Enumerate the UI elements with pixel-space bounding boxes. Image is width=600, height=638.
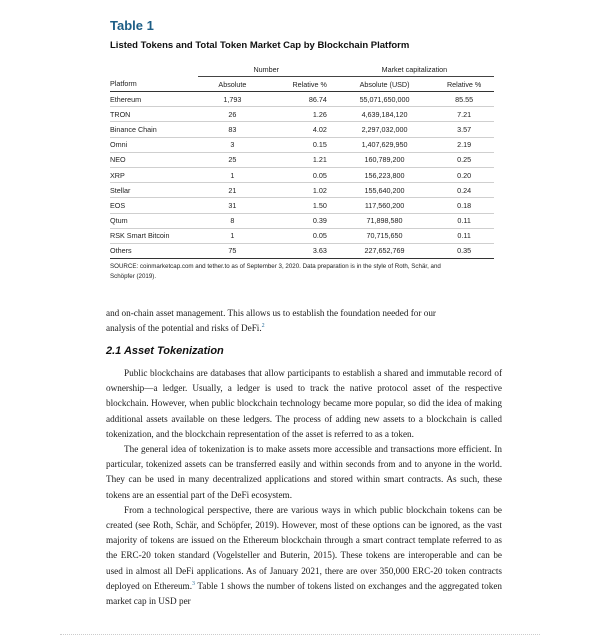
group-header-number: Number <box>198 62 335 77</box>
cell-absolute-usd: 4,639,184,120 <box>335 107 434 122</box>
table-title: Listed Tokens and Total Token Market Cap by Blockchain Platform <box>110 40 410 51</box>
footnote-marker-2[interactable]: 2 <box>261 323 265 330</box>
cell-relative-mc: 2.19 <box>434 137 494 152</box>
table-row <box>110 213 494 228</box>
paragraph-3-text-end: Table 1 shows the number of tokens listed on exchanges and the aggregated token market cap in USD per <box>106 580 502 607</box>
table-row <box>110 92 494 107</box>
cell-relative: 1.21 <box>267 152 335 167</box>
cell-absolute: 1 <box>198 167 268 182</box>
table-row <box>110 243 494 258</box>
cell-relative: 4.02 <box>267 122 335 137</box>
table-source-note <box>110 262 500 281</box>
cell-relative: 0.05 <box>267 228 335 243</box>
cell-platform: RSK Smart Bitcoin <box>110 228 198 243</box>
cell-relative-mc: 0.11 <box>434 213 494 228</box>
column-header-relative: Relative % <box>267 77 335 92</box>
page-footer-divider <box>60 634 540 636</box>
cell-absolute: 31 <box>198 198 268 213</box>
cell-absolute: 75 <box>198 243 268 258</box>
table-label: Table 1 <box>110 18 154 33</box>
cell-platform: EOS <box>110 198 198 213</box>
cell-platform: TRON <box>110 107 198 122</box>
cell-relative-mc: 0.20 <box>434 167 494 182</box>
table-row <box>110 198 494 213</box>
cell-absolute: 8 <box>198 213 268 228</box>
cell-platform: Binance Chain <box>110 122 198 137</box>
cell-relative: 86.74 <box>267 92 335 107</box>
cell-absolute-usd: 70,715,650 <box>335 228 434 243</box>
cell-relative-mc: 0.24 <box>434 183 494 198</box>
cell-relative: 3.63 <box>267 243 335 258</box>
section-heading: 2.1 Asset Tokenization <box>106 345 224 357</box>
paragraph-3 <box>106 503 502 609</box>
cell-absolute: 3 <box>198 137 268 152</box>
cell-absolute: 25 <box>198 152 268 167</box>
cell-platform: Omni <box>110 137 198 152</box>
cell-absolute-usd: 1,407,629,950 <box>335 137 434 152</box>
source-line-1: SOURCE: coinmarketcap.com and tether.to as of September 3, 2020. Data preparation is in the style of Roth, Schär, and <box>110 263 441 270</box>
body-paragraphs <box>106 366 502 609</box>
cell-relative: 1.26 <box>267 107 335 122</box>
intro-paragraph <box>106 306 502 336</box>
table-header-row <box>110 77 494 92</box>
cell-relative-mc: 0.18 <box>434 198 494 213</box>
table-row <box>110 152 494 167</box>
cell-relative-mc: 0.35 <box>434 243 494 258</box>
column-header-platform: Platform <box>110 77 198 92</box>
table-row <box>110 137 494 152</box>
table-row <box>110 183 494 198</box>
cell-absolute: 26 <box>198 107 268 122</box>
cell-absolute: 1 <box>198 228 268 243</box>
cell-platform: Stellar <box>110 183 198 198</box>
cell-absolute-usd: 155,640,200 <box>335 183 434 198</box>
table-row <box>110 122 494 137</box>
cell-relative-mc: 3.57 <box>434 122 494 137</box>
cell-relative: 1.50 <box>267 198 335 213</box>
cell-absolute-usd: 2,297,032,000 <box>335 122 434 137</box>
intro-line-2: analysis of the potential and risks of DeFi. <box>106 323 262 334</box>
cell-absolute-usd: 227,652,769 <box>335 243 434 258</box>
paragraph-1: Public blockchains are databases that allow participants to establish a shared and immutable record of ownership—a ledger. Usually, a ledger is used to track the native protocol asset of the respective blockchain. However, when public blockchain technology became more popular, so did the idea of making additional assets available on these ledgers. The process of adding new assets to a blockchain is called tokenization, and the blockchain representation of the asset is referred to as a token. <box>106 368 502 439</box>
cell-relative-mc: 7.21 <box>434 107 494 122</box>
table-row <box>110 167 494 182</box>
cell-absolute-usd: 71,898,580 <box>335 213 434 228</box>
cell-platform: NEO <box>110 152 198 167</box>
cell-platform: XRP <box>110 167 198 182</box>
paragraph-2: The general idea of tokenization is to make assets more accessible and transactions more efficient. In particular, tokenized assets can be transferred easily and within seconds from and to anyone in the world. They can be used in many decentralized applications and stored within smart contracts. As such, these tokens are an essential part of the DeFi ecosystem. <box>106 444 502 500</box>
column-header-absolute-usd: Absolute (USD) <box>335 77 434 92</box>
cell-absolute: 1,793 <box>198 92 268 107</box>
cell-absolute-usd: 117,560,200 <box>335 198 434 213</box>
cell-absolute-usd: 156,223,800 <box>335 167 434 182</box>
cell-absolute: 83 <box>198 122 268 137</box>
cell-relative-mc: 0.11 <box>434 228 494 243</box>
cell-platform: Ethereum <box>110 92 198 107</box>
cell-platform: Others <box>110 243 198 258</box>
cell-relative: 0.05 <box>267 167 335 182</box>
cell-relative: 0.15 <box>267 137 335 152</box>
cell-platform: Qtum <box>110 213 198 228</box>
cell-relative: 1.02 <box>267 183 335 198</box>
intro-line-1: and on-chain asset management. This allows us to establish the foundation needed for our <box>106 308 436 318</box>
table-body <box>110 92 494 259</box>
source-line-2: Schöpfer (2019). <box>110 272 157 280</box>
data-table <box>110 62 494 259</box>
column-header-relative-mc: Relative % <box>434 77 494 92</box>
cell-relative-mc: 0.25 <box>434 152 494 167</box>
table-group-header-row <box>110 62 494 77</box>
column-header-absolute: Absolute <box>198 77 268 92</box>
cell-absolute-usd: 55,071,650,000 <box>335 92 434 107</box>
table-row <box>110 107 494 122</box>
cell-relative: 0.39 <box>267 213 335 228</box>
cell-absolute: 21 <box>198 183 268 198</box>
group-header-market-cap: Market capitalization <box>335 62 494 77</box>
footnote-marker-3[interactable]: 3 <box>192 580 195 587</box>
table-row <box>110 228 494 243</box>
paragraph-3-text: From a technological perspective, there are various ways in which public blockchain tokens can be created (see Roth, Schär, and Schöpfer, 2019). However, most of these options can be ignored, as the vast majority of tokens are issued on the Ethereum blockchain through a smart contract template referred to as the ERC-20 token standard (Vogelsteller and Buterin, 2015). These tokens are interoperable and can be used in almost all DeFi applications. As of January 2021, there are over 350,000 ERC-20 token contracts deployed on Ethereum. <box>106 504 502 591</box>
cell-absolute-usd: 160,789,200 <box>335 152 434 167</box>
cell-relative-mc: 85.55 <box>434 92 494 107</box>
